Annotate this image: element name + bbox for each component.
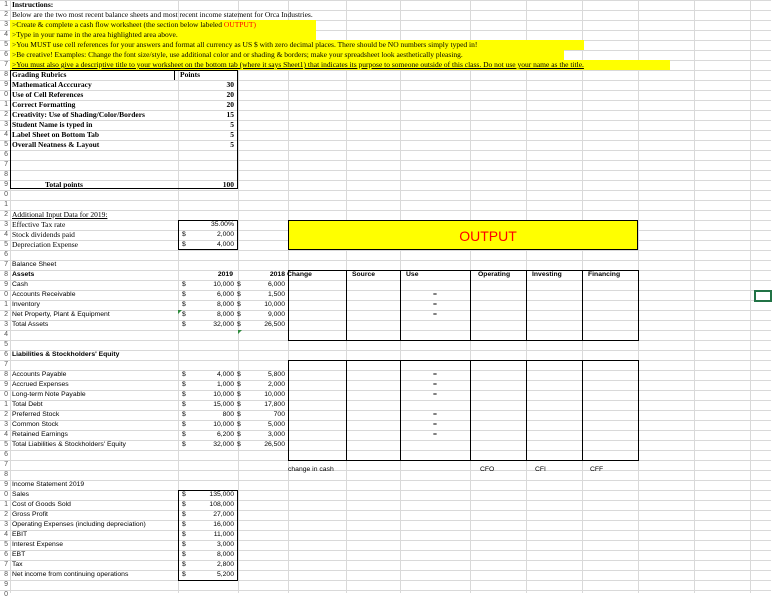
col-use: Use xyxy=(406,271,419,278)
output-assets-block[interactable] xyxy=(582,270,639,341)
row-number: 1 xyxy=(4,101,8,108)
additional-row-label: Effective Tax rate xyxy=(12,220,66,229)
currency-symbol: $ xyxy=(182,311,186,318)
income-row-value: 135,000 xyxy=(209,491,234,498)
output-assets-block[interactable] xyxy=(526,270,583,341)
col-investing: Investing xyxy=(532,271,562,278)
grid-row-line xyxy=(0,580,771,581)
rubric-header: Grading Rubrics xyxy=(12,70,67,79)
additional-row-label: Stock dividends paid xyxy=(12,230,75,239)
row-number: 2 xyxy=(4,411,8,418)
cfo-label: CFO xyxy=(480,466,495,473)
row-number: 7 xyxy=(4,61,8,68)
selected-cell[interactable] xyxy=(754,290,772,302)
assets-label: Assets xyxy=(12,271,35,278)
col-change: Change xyxy=(287,271,312,278)
row-number: 6 xyxy=(4,451,8,458)
balance-2019-value: 4,000 xyxy=(216,371,234,378)
currency-symbol: $ xyxy=(237,311,241,318)
balance-2019-value: 800 xyxy=(222,411,234,418)
col-source: Source xyxy=(352,271,376,278)
row-number: 0 xyxy=(4,191,8,198)
income-row-label: EBIT xyxy=(12,531,28,538)
balance-2019-value: 1,000 xyxy=(216,381,234,388)
instructions-title: Instructions: xyxy=(12,0,54,9)
rubric-total-label: Total points xyxy=(45,180,83,189)
income-row-label: Cost of Goods Sold xyxy=(12,501,71,508)
balance-2019-value: 6,200 xyxy=(216,431,234,438)
row-number: 2 xyxy=(4,511,8,518)
row-number: 2 xyxy=(4,311,8,318)
cff-label: CFF xyxy=(590,466,604,473)
grid-col-line xyxy=(750,0,751,593)
grid-row-line xyxy=(0,510,771,511)
currency-symbol: $ xyxy=(182,521,186,528)
currency-symbol: $ xyxy=(237,421,241,428)
output-liabilities-block[interactable] xyxy=(346,360,401,461)
additional-row-value: 35.00% xyxy=(210,221,234,228)
grid-row-line xyxy=(0,470,771,471)
balance-2018-value: 26,500 xyxy=(264,441,285,448)
rubric-item-label: Mathematical Acccuracy xyxy=(12,80,92,89)
row-number: 7 xyxy=(4,161,8,168)
row-number: 9 xyxy=(4,181,8,188)
use-cell-formula[interactable]: = xyxy=(433,391,437,398)
currency-symbol: $ xyxy=(182,301,186,308)
currency-symbol: $ xyxy=(182,531,186,538)
balance-2019-value: 8,000 xyxy=(216,311,234,318)
currency-symbol: $ xyxy=(237,291,241,298)
balance-row-label: Accounts Payable xyxy=(12,371,67,378)
income-row-value: 5,200 xyxy=(216,571,234,578)
currency-symbol: $ xyxy=(182,291,186,298)
balance-row-label: Long-term Note Payable xyxy=(12,391,86,398)
grid-row-line xyxy=(0,200,771,201)
instructions-line-6: >You must also give a descriptive title to your worksheet on the bottom tab (where it says Sheet1) that indicates its purpose to someone outside of this class. Do not use your name as the title. xyxy=(12,60,584,69)
grid-row-line xyxy=(0,480,771,481)
income-row-value: 2,800 xyxy=(216,561,234,568)
grid-row-line xyxy=(0,210,771,211)
income-border xyxy=(178,490,238,581)
currency-symbol: $ xyxy=(182,401,186,408)
income-row-label: Interest Expense xyxy=(12,541,64,548)
row-number: 2 xyxy=(4,11,8,18)
rubric-total: 100 xyxy=(222,180,234,189)
balance-row-label: Common Stock xyxy=(12,421,59,428)
row-number: 3 xyxy=(4,521,8,528)
additional-row-currency: $ xyxy=(182,241,186,248)
currency-symbol: $ xyxy=(182,551,186,558)
rubric-item-label: Use of Cell References xyxy=(12,90,84,99)
balance-2019-value: 32,000 xyxy=(213,441,234,448)
balance-2018-value: 5,000 xyxy=(267,421,285,428)
row-number: 6 xyxy=(4,351,8,358)
row-number: 9 xyxy=(4,381,8,388)
use-cell-formula[interactable]: = xyxy=(433,311,437,318)
grid-row-line xyxy=(0,590,771,591)
row-number: 3 xyxy=(4,321,8,328)
income-row-label: Tax xyxy=(12,561,23,568)
grid-row-line xyxy=(0,490,771,491)
change-in-cash-label: change in cash xyxy=(288,466,334,473)
balance-2018-value: 10,000 xyxy=(264,391,285,398)
income-row-label: Gross Profit xyxy=(12,511,48,518)
income-row-value: 3,000 xyxy=(216,541,234,548)
income-row-value: 11,000 xyxy=(213,531,234,538)
grid-row-line xyxy=(0,190,771,191)
grid-row-line xyxy=(0,530,771,531)
rubric-item-label: Overall Neatness & Layout xyxy=(12,140,100,149)
row-number: 4 xyxy=(4,331,8,338)
income-row-value: 16,000 xyxy=(213,521,234,528)
liabilities-title: Liabilities & Stockholders' Equity xyxy=(12,351,120,358)
row-number: 3 xyxy=(4,221,8,228)
grid-row-line xyxy=(0,250,771,251)
additional-row-value: 4,000 xyxy=(216,241,234,248)
balance-row-label: Total Assets xyxy=(12,321,49,328)
balance-2018-value: 5,800 xyxy=(267,371,285,378)
balance-row-label: Cash xyxy=(12,281,28,288)
row-number: 0 xyxy=(4,291,8,298)
row-number: 3 xyxy=(4,121,8,128)
balance-row-label: Net Property, Plant & Equipment xyxy=(12,311,110,318)
row-number: 8 xyxy=(4,371,8,378)
instructions-line-3: >Type in your name in the area highlighted area above. xyxy=(12,30,178,39)
instructions-line-5: >Be creative! Examples: Change the font size/style, use additional color and or shading & borders; make your spreadsheet look aesthetically pleasing. xyxy=(12,50,463,59)
balance-2019-value: 15,000 xyxy=(213,401,234,408)
balance-row-label: Retained Earnings xyxy=(12,431,68,438)
balance-2018-value: 6,000 xyxy=(267,281,285,288)
currency-symbol: $ xyxy=(182,561,186,568)
currency-symbol: $ xyxy=(182,321,186,328)
additional-border xyxy=(178,220,238,250)
row-number: 1 xyxy=(4,1,8,8)
grid-row-line xyxy=(0,260,771,261)
grid-row-line xyxy=(0,540,771,541)
use-cell-formula[interactable]: = xyxy=(433,421,437,428)
grid-row-line xyxy=(0,500,771,501)
income-row-value: 8,000 xyxy=(216,551,234,558)
rubric-item-points: 5 xyxy=(230,140,234,149)
currency-symbol: $ xyxy=(237,411,241,418)
row-number: 6 xyxy=(4,251,8,258)
comment-indicator xyxy=(238,330,242,334)
use-cell-formula[interactable]: = xyxy=(433,371,437,378)
currency-symbol: $ xyxy=(182,441,186,448)
row-number: 1 xyxy=(4,501,8,508)
income-row-label: Net income from continuing operations xyxy=(12,571,129,578)
income-title: Income Statement 2019 xyxy=(12,481,85,488)
currency-symbol: $ xyxy=(182,391,186,398)
output-label: OUTPUT xyxy=(459,228,517,244)
row-number: 4 xyxy=(4,31,8,38)
row-number: 5 xyxy=(4,441,8,448)
rubric-item-label: Label Sheet on Bottom Tab xyxy=(12,130,100,139)
currency-symbol: $ xyxy=(182,571,186,578)
row-number: 7 xyxy=(4,561,8,568)
col-operating: Operating xyxy=(478,271,511,278)
row-number: 7 xyxy=(4,461,8,468)
rubric-item-label: Student Name is typed in xyxy=(12,120,93,129)
row-number: 8 xyxy=(4,471,8,478)
row-number: 1 xyxy=(4,301,8,308)
row-number: 5 xyxy=(4,41,8,48)
currency-symbol: $ xyxy=(182,511,186,518)
instructions-line-2-output: OUTPUT) xyxy=(223,20,256,29)
currency-symbol: $ xyxy=(182,421,186,428)
row-number: 0 xyxy=(4,591,8,598)
row-number: 9 xyxy=(4,481,8,488)
row-number: 6 xyxy=(4,151,8,158)
balance-2018-value: 17,800 xyxy=(264,401,285,408)
row-number: 2 xyxy=(4,111,8,118)
row-number: 4 xyxy=(4,531,8,538)
balance-row-label: Inventory xyxy=(12,301,40,308)
currency-symbol: $ xyxy=(237,401,241,408)
row-number: 9 xyxy=(4,281,8,288)
currency-symbol: $ xyxy=(182,371,186,378)
instructions-line-4: >You MUST use cell references for your answers and format all currency as US $ with zero decimal places. There should be NO numbers simply typed in! xyxy=(12,40,478,49)
row-number: 7 xyxy=(4,261,8,268)
col-financing: Financing xyxy=(588,271,621,278)
balance-row-label: Total Liabilities & Stockholders' Equity xyxy=(12,441,126,448)
additional-row-currency: $ xyxy=(182,231,186,238)
row-number: 8 xyxy=(4,571,8,578)
balance-row-label: Total Debt xyxy=(12,401,43,408)
currency-symbol: $ xyxy=(182,491,186,498)
additional-row-value: 2,000 xyxy=(216,231,234,238)
balance-2018-value: 9,000 xyxy=(267,311,285,318)
output-assets-block[interactable] xyxy=(288,270,347,341)
currency-symbol: $ xyxy=(237,391,241,398)
rubric-item-label: Creativity: Use of Shading/Color/Borders xyxy=(12,110,145,119)
row-number: 3 xyxy=(4,21,8,28)
currency-symbol: $ xyxy=(237,321,241,328)
output-assets-block[interactable] xyxy=(470,270,527,341)
year-2018: 2018 xyxy=(269,271,285,278)
use-cell-formula[interactable]: = xyxy=(433,381,437,388)
currency-symbol: $ xyxy=(237,431,241,438)
income-row-label: Sales xyxy=(12,491,30,498)
currency-symbol: $ xyxy=(182,411,186,418)
row-number: 5 xyxy=(4,141,8,148)
balance-2019-value: 8,000 xyxy=(216,301,234,308)
currency-symbol: $ xyxy=(237,381,241,388)
balance-2018-value: 10,000 xyxy=(264,301,285,308)
balance-2019-value: 10,000 xyxy=(213,281,234,288)
row-number: 1 xyxy=(4,201,8,208)
balance-row-label: Preferred Stock xyxy=(12,411,60,418)
rubric-item-points: 20 xyxy=(226,100,234,109)
row-number: 9 xyxy=(4,81,8,88)
rubric-points-header: Points xyxy=(180,70,201,79)
rubric-item-points: 20 xyxy=(226,90,234,99)
row-number: 6 xyxy=(4,51,8,58)
rubric-item-points: 5 xyxy=(230,120,234,129)
currency-symbol: $ xyxy=(237,371,241,378)
row-number: 7 xyxy=(4,361,8,368)
row-number: 2 xyxy=(4,211,8,218)
additional-header: Additional Input Data for 2019: xyxy=(12,210,108,219)
income-row-label: Operating Expenses (including depreciation) xyxy=(12,521,146,528)
balance-2018-value: 2,000 xyxy=(267,381,285,388)
grid-row-line xyxy=(0,560,771,561)
grid-row-line xyxy=(0,0,771,1)
grid-row-line xyxy=(0,550,771,551)
row-number: 8 xyxy=(4,71,8,78)
balance-2019-value: 10,000 xyxy=(213,421,234,428)
row-number: 4 xyxy=(4,131,8,138)
row-number: 0 xyxy=(4,91,8,98)
additional-row-label: Depreciation Expense xyxy=(12,240,79,249)
row-number: 1 xyxy=(4,401,8,408)
output-liabilities-block[interactable] xyxy=(526,360,583,461)
currency-symbol: $ xyxy=(182,431,186,438)
cfi-label: CFI xyxy=(535,466,546,473)
row-number: 8 xyxy=(4,271,8,278)
balance-title: Balance Sheet xyxy=(12,261,57,268)
row-number: 4 xyxy=(4,431,8,438)
row-number: 0 xyxy=(4,391,8,398)
currency-symbol: $ xyxy=(237,281,241,288)
rubric-item-points: 15 xyxy=(226,110,234,119)
currency-symbol: $ xyxy=(237,301,241,308)
instructions-line-2 xyxy=(12,20,256,30)
balance-2018-value: 26,500 xyxy=(264,321,285,328)
balance-row-label: Accrued Expenses xyxy=(12,381,69,388)
use-cell-formula[interactable]: = xyxy=(433,301,437,308)
use-cell-formula[interactable]: = xyxy=(433,411,437,418)
currency-symbol: $ xyxy=(182,381,186,388)
row-number: 9 xyxy=(4,581,8,588)
use-cell-formula[interactable]: = xyxy=(433,431,437,438)
currency-symbol: $ xyxy=(182,541,186,548)
row-number: 3 xyxy=(4,421,8,428)
instructions-line-2-text: >Create & complete a cash flow worksheet (the section below labeled xyxy=(12,20,224,29)
currency-symbol: $ xyxy=(237,441,241,448)
row-number: 8 xyxy=(4,171,8,178)
row-number: 5 xyxy=(4,541,8,548)
balance-2018-value: 1,500 xyxy=(267,291,285,298)
grid-col-line xyxy=(694,0,695,593)
row-number: 5 xyxy=(4,341,8,348)
balance-2019-value: 6,000 xyxy=(216,291,234,298)
income-row-value: 108,000 xyxy=(209,501,234,508)
use-cell-formula[interactable]: = xyxy=(433,291,437,298)
comment-indicator xyxy=(178,310,182,314)
row-number: 6 xyxy=(4,551,8,558)
output-liabilities-block[interactable] xyxy=(582,360,639,461)
income-row-label: EBT xyxy=(12,551,26,558)
balance-2019-value: 32,000 xyxy=(213,321,234,328)
output-liabilities-block[interactable] xyxy=(470,360,527,461)
income-row-value: 27,000 xyxy=(213,511,234,518)
output-liabilities-block[interactable] xyxy=(288,360,347,461)
row-number: 0 xyxy=(4,491,8,498)
instructions-line-1: Below are the two most recent balance sheets and most recent income statement for Orca Industries. xyxy=(12,10,313,19)
rubric-item-label: Correct Formatting xyxy=(12,100,76,109)
year-2019: 2019 xyxy=(217,271,233,278)
rubric-item-points: 30 xyxy=(226,80,234,89)
row-number: 5 xyxy=(4,241,8,248)
balance-row-label: Accounts Receivable xyxy=(12,291,76,298)
balance-2018-value: 3,000 xyxy=(267,431,285,438)
balance-2018-value: 700 xyxy=(273,411,285,418)
row-number: 4 xyxy=(4,231,8,238)
currency-symbol: $ xyxy=(182,281,186,288)
output-assets-block[interactable] xyxy=(346,270,401,341)
balance-2019-value: 10,000 xyxy=(213,391,234,398)
currency-symbol: $ xyxy=(182,501,186,508)
rubric-item-points: 5 xyxy=(230,130,234,139)
